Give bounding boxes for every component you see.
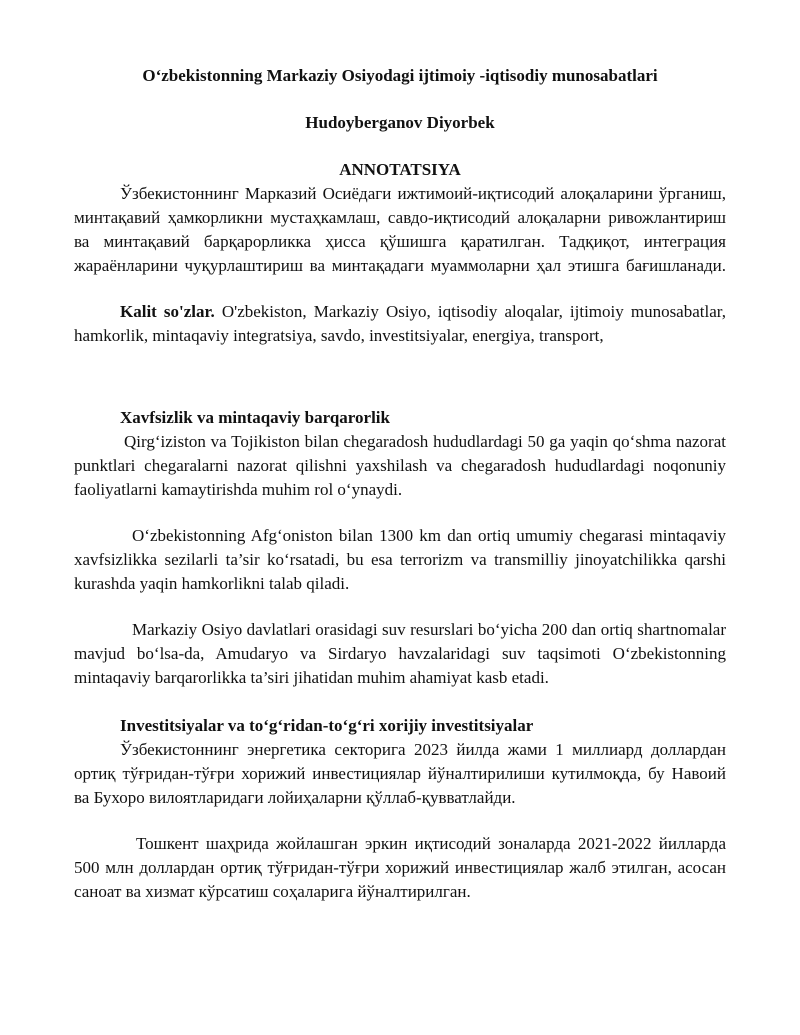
paragraph-security-3: Markaziy Osiyo davlatlari orasidagi suv resurslari bo‘yicha 200 dan ortiq shartnomalar mavjud bo‘lsa-da, Amudaryo va Sirdaryo havzalaridagi suv taqsimoti O‘zbekistonning mintaqaviy barqarorlikka ta’siri jihatidan muhim ahamiyat kasb etadi. <box>74 620 726 687</box>
paragraph-investments-2: Тошкент шаҳрида жойлашган эркин иқтисодий зоналарда 2021-2022 йилларда 500 млн доллардан ортиқ тўғридан-тўғри хорижий инвестициялар жалб этилган, асосан саноат ва хизмат кўрсатиш соҳаларига йўналтирилган. <box>74 834 726 901</box>
paragraph-security-1: Qirg‘iziston va Tojikiston bilan chegaradosh hududlardagi 50 ga yaqin qo‘shma nazorat punktlari chegaralarni nazorat qilishni yaxshilash va chegaradosh hududlardagi noqonuniy faoliyatlarni kamaytirishda muhim rol o‘ynaydi. <box>74 432 726 499</box>
keywords-label: Kalit so'zlar. <box>120 302 215 321</box>
annotation-text: Ўзбекистоннинг Марказий Осиёдаги ижтимоий-иқтисодий алоқаларини ўрганиш, минтақавий ҳамкорликни мустаҳкамлаш, савдо-иқтисодий алоқаларни ривожлантириш ва минтақавий барқарорликка ҳисса қўшишга қаратилган. Тадқиқот, интеграция жараёнларини чуқурлаштириш ва минтақадаги муаммоларни ҳал этишга бағишланади. <box>74 184 726 275</box>
keywords-paragraph <box>74 300 726 348</box>
annotation-heading: ANNOTATSIYA <box>339 160 461 179</box>
paragraph-security-2: O‘zbekistonning Afg‘oniston bilan 1300 km dan ortiq umumiy chegarasi mintaqaviy xavfsizlikka sezilarli ta’sir ko‘rsatadi, bu esa terrorizm va transmilliy jinoyatchilikka qarshi kurashda yaqin hamkorlikni talab qiladi. <box>74 526 726 593</box>
section-heading-security: Xavfsizlik va mintaqaviy barqarorlik <box>120 408 390 427</box>
keywords-text: O'zbekiston, Markaziy Osiyo, iqtisodiy aloqalar, ijtimoiy munosabatlar, hamkorlik, mintaqaviy integratsiya, savdo, investitsiyalar, energiya, transport, <box>74 302 726 345</box>
author-name: Hudoyberganov Diyorbek <box>305 113 495 132</box>
paragraph-investments-1: Ўзбекистоннинг энергетика секторига 2023 йилда жами 1 миллиард доллардан ортиқ тўғридан-тўғри хорижий инвестициялар йўналтирилиши кутилмоқда, бу Навоий ва Бухоро вилоятларидаги лойиҳаларни қўллаб-қувватлайди. <box>74 740 726 807</box>
document-title: O‘zbekistonning Markaziy Osiyodagi ijtimoiy -iqtisodiy munosabatlari <box>142 66 658 85</box>
section-heading-investments: Investitsiyalar va to‘g‘ridan-to‘g‘ri xorijiy investitsiyalar <box>120 716 534 735</box>
